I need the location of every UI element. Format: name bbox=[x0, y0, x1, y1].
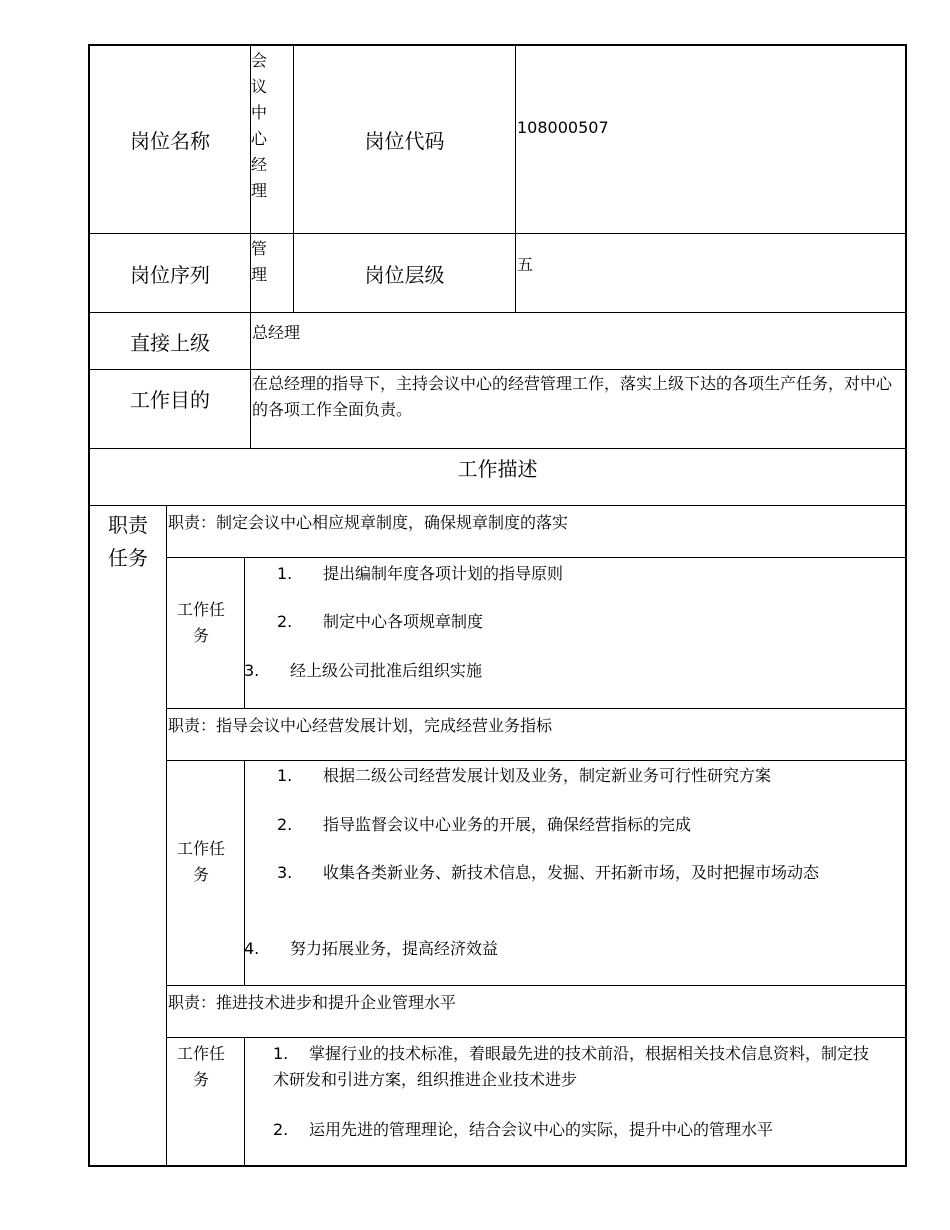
task-2-4 bbox=[244, 936, 498, 962]
task-number: 2. bbox=[277, 612, 293, 631]
duties-label: 职责任务 bbox=[108, 513, 148, 570]
task-number: 1. bbox=[277, 564, 293, 583]
task-text: 运用先进的管理理论，结合会议中心的实际，提升中心的管理水平 bbox=[309, 1120, 774, 1139]
row-divider bbox=[88, 505, 907, 506]
position-level-label: 岗位层级 bbox=[364, 262, 445, 287]
task-number: 4. bbox=[244, 939, 260, 958]
table-border-bottom bbox=[88, 1165, 907, 1167]
duty-1: 职责：制定会议中心相应规章制度，确保规章制度的落实 bbox=[168, 513, 569, 532]
col-divider bbox=[244, 1037, 245, 1166]
task-2-2 bbox=[277, 812, 691, 838]
position-code-label: 岗位代码 bbox=[364, 129, 445, 153]
supervisor-value: 总经理 bbox=[252, 323, 301, 342]
task-number: 1. bbox=[277, 766, 293, 785]
tasks-label-1: 工作任务 bbox=[176, 600, 225, 645]
supervisor-label: 直接上级 bbox=[130, 330, 210, 355]
row-divider bbox=[166, 985, 907, 986]
task-3-2 bbox=[273, 1117, 773, 1143]
purpose-label: 工作目的 bbox=[130, 388, 210, 412]
task-text: 经上级公司批准后组织实施 bbox=[290, 661, 483, 680]
task-number: 3. bbox=[244, 661, 260, 680]
task-1-1 bbox=[277, 561, 563, 587]
task-2-1 bbox=[277, 763, 771, 789]
row-divider bbox=[166, 557, 907, 558]
position-name-label: 岗位名称 bbox=[130, 129, 210, 153]
position-series-value: 管理 bbox=[251, 239, 268, 284]
col-divider bbox=[515, 44, 516, 313]
task-text: 制定中心各项规章制度 bbox=[323, 612, 484, 631]
row-divider bbox=[166, 760, 907, 761]
row-divider bbox=[166, 1037, 907, 1038]
task-number: 3. bbox=[277, 863, 293, 882]
duty-3: 职责：推进技术进步和提升企业管理水平 bbox=[168, 993, 457, 1012]
task-number: 1. bbox=[273, 1044, 289, 1063]
tasks-label-3: 工作任务 bbox=[176, 1044, 225, 1089]
tasks-label-2: 工作任务 bbox=[176, 839, 225, 884]
task-3-1 bbox=[273, 1041, 883, 1093]
task-1-2 bbox=[277, 609, 483, 635]
task-text: 掌握行业的技术标准，着眼最先进的技术前沿，根据相关技术信息资料，制定技术研发和引进方案，组织推进企业技术进步 bbox=[273, 1044, 870, 1089]
task-text: 指导监督会议中心业务的开展，确保经营指标的完成 bbox=[323, 815, 692, 834]
col-divider bbox=[244, 557, 245, 708]
col-divider bbox=[166, 505, 167, 1166]
task-number: 2. bbox=[273, 1120, 289, 1139]
position-series-label: 岗位序列 bbox=[130, 262, 210, 287]
task-number: 2. bbox=[277, 815, 293, 834]
task-2-3 bbox=[277, 860, 889, 886]
task-1-3 bbox=[244, 658, 482, 684]
row-divider bbox=[166, 708, 907, 709]
row-divider bbox=[88, 369, 907, 370]
section-title: 工作描述 bbox=[457, 456, 538, 481]
table-border-right bbox=[905, 44, 907, 1167]
task-text: 努力拓展业务，提高经济效益 bbox=[290, 939, 499, 958]
position-level-value: 五 bbox=[517, 255, 534, 274]
task-text: 提出编制年度各项计划的指导原则 bbox=[323, 564, 564, 583]
duty-2: 职责：指导会议中心经营发展计划，完成经营业务指标 bbox=[168, 716, 553, 735]
position-name-value: 会议中心经理 bbox=[251, 51, 268, 200]
task-text: 收集各类新业务、新技术信息，发掘、开拓新市场，及时把握市场动态 bbox=[323, 863, 820, 882]
purpose-value: 在总经理的指导下，主持会议中心的经营管理工作，落实上级下达的各项生产任务，对中心的各项工作全面负责。 bbox=[252, 374, 893, 419]
position-code-value: 108000507 bbox=[517, 118, 609, 137]
task-text: 根据二级公司经营发展计划及业务，制定新业务可行性研究方案 bbox=[323, 766, 772, 785]
